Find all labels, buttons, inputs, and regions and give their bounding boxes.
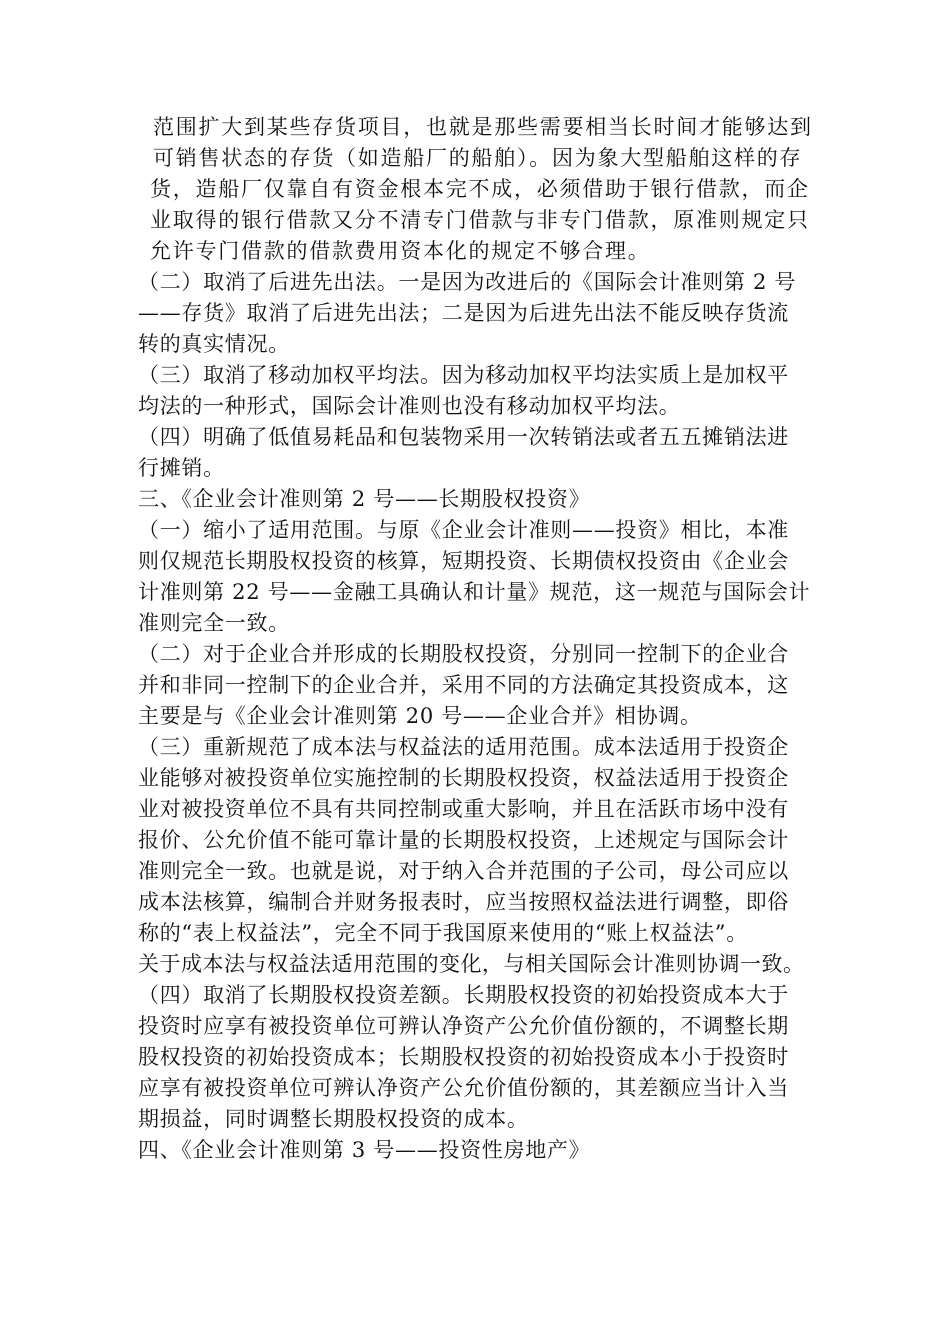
body-text-line: 主要是与《企业会计准则第 20 号——企业合并》相协调。 bbox=[138, 704, 702, 728]
body-text-line: 范围扩大到某些存货项目，也就是那些需要相当长时间才能够达到 bbox=[153, 115, 813, 139]
body-text-line: 应享有被投资单位可辨认净资产公允价值份额的，其差额应当计入当 bbox=[138, 1076, 789, 1100]
body-text-line: （三）取消了移动加权平均法。因为移动加权平均法实质上是加权平 bbox=[138, 363, 789, 387]
body-text-line: （二）对于企业合并形成的长期股权投资，分别同一控制下的企业合 bbox=[138, 642, 789, 666]
body-text-line: 成本法核算，编制合并财务报表时，应当按照权益法进行调整，即俗 bbox=[138, 890, 789, 914]
body-text-line: 准则完全一致。也就是说，对于纳入合并范围的子公司，母公司应以 bbox=[138, 859, 789, 883]
body-text-line: 股权投资的初始投资成本；长期股权投资的初始投资成本小于投资时 bbox=[138, 1045, 789, 1069]
body-text-line: 业对被投资单位不具有共同控制或重大影响，并且在活跃市场中没有 bbox=[138, 797, 789, 821]
body-text-line: 准则完全一致。 bbox=[138, 611, 290, 635]
body-text-line: 行摊销。 bbox=[138, 456, 225, 480]
body-text-line: 转的真实情况。 bbox=[138, 332, 290, 356]
body-text-line: ——存货》取消了后进先出法；二是因为后进先出法不能反映存货流 bbox=[138, 301, 789, 325]
body-text-line: 货，造船厂仅靠自有资金根本完不成，必须借助于银行借款，而企 bbox=[150, 177, 810, 201]
body-text-line: 投资时应享有被投资单位可辨认净资产公允价值份额的，不调整长期 bbox=[138, 1014, 789, 1038]
body-text-line: （四）取消了长期股权投资差额。长期股权投资的初始投资成本大于 bbox=[138, 983, 789, 1007]
body-text-line: 关于成本法与权益法适用范围的变化，与相关国际会计准则协调一致。 bbox=[138, 952, 805, 976]
body-text-line: （二）取消了后进先出法。一是因为改进后的《国际会计准则第 2 号 bbox=[138, 270, 797, 294]
section-heading: 四、《企业会计准则第 3 号——投资性房地产》 bbox=[138, 1138, 591, 1162]
body-text-line: （三）重新规范了成本法与权益法的适用范围。成本法适用于投资企 bbox=[138, 735, 789, 759]
body-text-line: （四）明确了低值易耗品和包装物采用一次转销法或者五五摊销法进 bbox=[138, 425, 789, 449]
body-text-line: 称的“表上权益法”，完全不同于我国原来使用的“账上权益法”。 bbox=[138, 921, 748, 945]
body-text-line: 则仅规范长期股权投资的核算，短期投资、长期债权投资由《企业会 bbox=[138, 549, 789, 573]
body-text-line: 允许专门借款的借款费用资本化的规定不够合理。 bbox=[150, 239, 651, 263]
body-text-line: 业取得的银行借款又分不清专门借款与非专门借款，原准则规定只 bbox=[150, 208, 810, 232]
body-text-line: 可销售状态的存货（如造船厂的船舶）。因为象大型船舶这样的存 bbox=[153, 146, 803, 170]
body-text-line: 均法的一种形式，国际会计准则也没有移动加权平均法。 bbox=[138, 394, 681, 418]
body-text-line: （一）缩小了适用范围。与原《企业会计准则——投资》相比，本准 bbox=[138, 518, 789, 542]
body-text-line: 报价、公允价值不能可靠计量的长期股权投资，上述规定与国际会计 bbox=[138, 828, 789, 852]
section-heading: 三、《企业会计准则第 2 号——长期股权投资》 bbox=[138, 487, 591, 511]
body-text-line: 并和非同一控制下的企业合并，采用不同的方法确定其投资成本，这 bbox=[138, 673, 789, 697]
body-text-line: 业能够对被投资单位实施控制的长期股权投资，权益法适用于投资企 bbox=[138, 766, 789, 790]
body-text-line: 计准则第 22 号——金融工具确认和计量》规范，这一规范与国际会计 bbox=[138, 580, 811, 604]
body-text-line: 期损益，同时调整长期股权投资的成本。 bbox=[138, 1107, 529, 1131]
